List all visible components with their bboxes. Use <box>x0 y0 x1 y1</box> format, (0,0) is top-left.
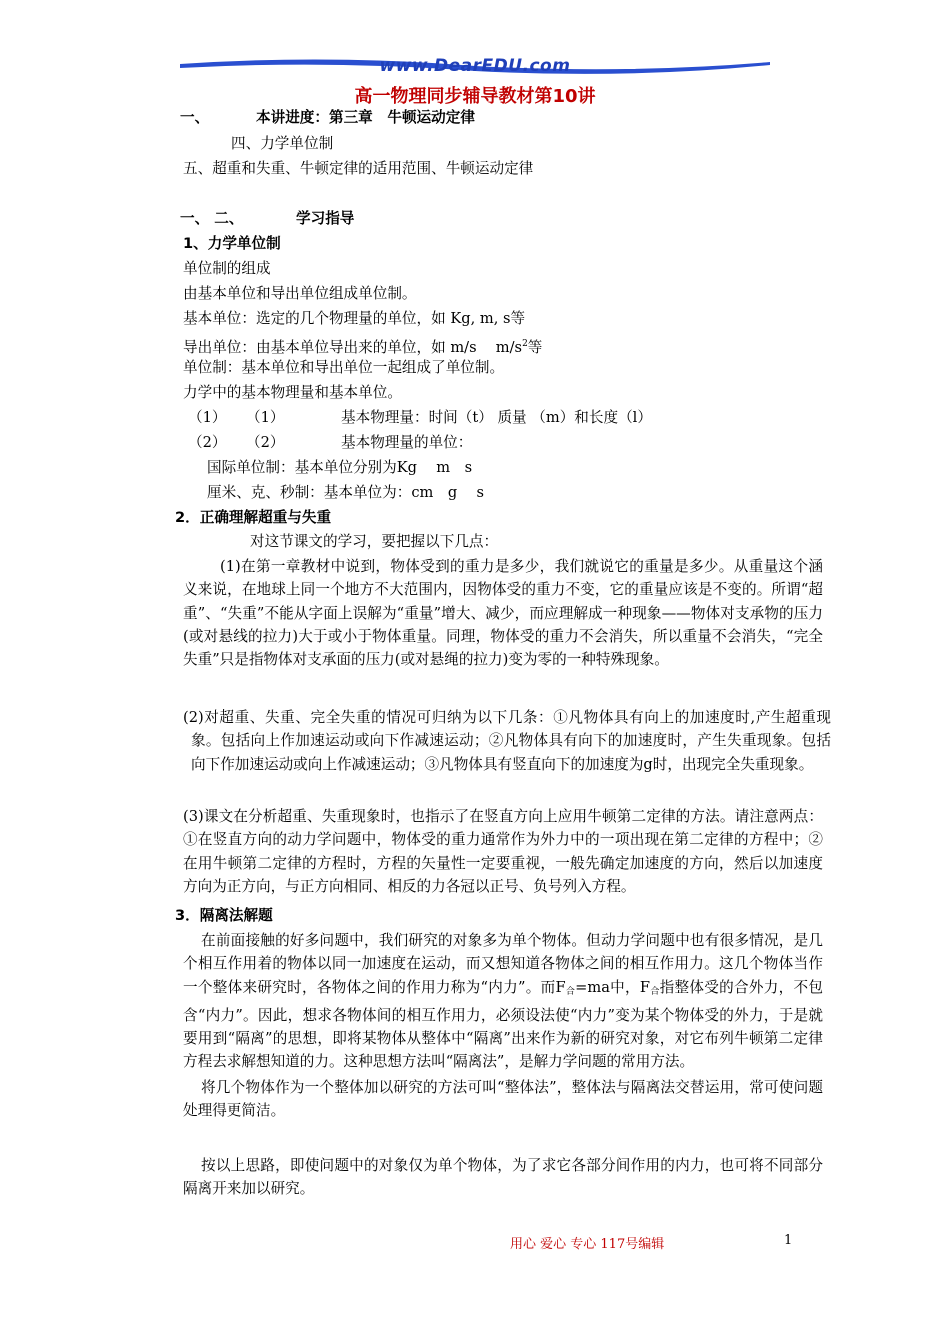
derived-units-text: 导出单位：由基本单位导出来的单位，如 m/s m/s <box>183 339 523 356</box>
document-title: 高一物理同步辅导教材第10讲 <box>354 86 596 107</box>
part-1-heading: 1、力学单位制 <box>183 235 281 252</box>
paragraph-text: =ma中，F <box>575 978 651 996</box>
part-2-intro: 对这节课文的学习，要把握以下几点： <box>250 533 499 550</box>
list-item: 厘米、克、秒制：基本单位为：cm g s <box>207 484 484 501</box>
section-1-number: 一、 <box>180 109 210 126</box>
list-marker: （2） <box>188 434 227 451</box>
section-2-number: 一、 二、 <box>180 210 244 227</box>
part-1-line: 单位制的组成 <box>183 260 271 277</box>
part-2-paragraph-2 <box>183 706 831 776</box>
part-1-line <box>183 334 542 358</box>
part-3-heading: 3．隔离法解题 <box>175 907 273 924</box>
subscript: 合 <box>650 986 660 997</box>
list-item: 基本物理量：时间（t） 质量 （m）和长度（l） <box>341 409 652 426</box>
part-1-line: 由基本单位和导出单位组成单位制。 <box>183 285 417 302</box>
section-1-item-4: 四、力学单位制 <box>231 135 334 152</box>
part-3-paragraph-1 <box>183 929 823 1074</box>
footer-text: 用心 爱心 专心 117号编辑 <box>510 1237 665 1252</box>
header-logo <box>178 52 772 80</box>
list-item: 国际单位制：基本单位分别为Kg m s <box>207 459 473 476</box>
section-1-item-5: 五、超重和失重、牛顿定律的适用范围、牛顿运动定律 <box>183 160 534 177</box>
section-1-title: 本讲进度：第三章 牛顿运动定律 <box>256 109 475 126</box>
part-2-paragraph-3: (3)课文在分析超重、失重现象时，也指示了在竖直方向上应用牛顿第二定律的方法。请注意两点：①在竖直方向的动力学问题中，物体受的重力通常作为外力中的一项出现在第二定律的方程中；②在用牛顿第二定律的方程时，方程的矢量性一定要重视，一般先确定加速度的方向，然后以加速度方向为正方向，与正方向相同、相反的力各冠以正号、负号列入方程。 <box>183 808 823 895</box>
derived-units-suffix: 等 <box>527 339 543 356</box>
part-1-line: 基本单位：选定的几个物理量的单位，如 Kg, m, s等 <box>183 310 526 327</box>
list-marker: （1） <box>188 409 227 426</box>
list-marker: （1） <box>246 409 285 426</box>
list-item: 基本物理量的单位： <box>341 434 473 451</box>
logo-text: www.DearEDU.com <box>379 56 571 76</box>
part-1-line: 力学中的基本物理量和基本单位。 <box>183 384 402 401</box>
part-2-paragraph-1: (1)在第一章教材中说到，物体受到的重力是多少，我们就说它的重量是多少。从重量这个涵义来说，在地球上同一个地方不大范围内，因物体受的重力不变，它的重量应该是不变的。所谓“超重”、“失重”不能从字面上误解为“重量”增大、减少，而应理解成一种现象——物体对支承物的压力(或对悬线的拉力)大于或小于物体重量。同理，物体受的重力不会消失，所以重量不会消失，“完全失重”只是指物体对支承面的压力(或对悬绳的拉力)变为零的一种特殊现象。 <box>183 558 823 669</box>
superscript: 2 <box>522 339 528 349</box>
page-number: 1 <box>784 1233 793 1248</box>
paragraph-text: 指整体受的合外力，不包含“内力”。因此，想求各物体间的相互作用力，必须设法使“内力”变为某个物体受的外力，于是就要用到“隔离”的思想，即将某物体从整体中“隔离”出来作为新的研究对象，对它布列牛顿第二定律方程去求解想知道的力。这种思想方法叫“隔离法”，是解力学问题的常用方法。 <box>183 978 823 1071</box>
paragraph-text: (2)对超重、失重、完全失重的情况可归纳为以下几条：①凡物体具有向上的加速度时,产生超重现象。包括向上作加速运动或向下作减速运动；②凡物体具有向下的加速度时，产生失重现象。包括向下作加速运动或向上作减速运动；③凡物体具有竖直向下的加速度为g时，出现完全失重现象。 <box>183 709 831 773</box>
paragraph-text: 在前面接触的好多问题中，我们研究的对象多为单个物体。但动力学问题中也有很多情况，是几个相互作用着的物体以同一加速度在运动，而又想知道各物体之间的相互作用力。这几个物体当作一个整体来研究时，各物体之间的作用力称为“内力”。而F <box>183 932 823 996</box>
subscript: 合 <box>565 986 576 997</box>
part-3-paragraph-3: 按以上思路，即使问题中的对象仅为单个物体，为了求它各部分间作用的内力，也可将不同部分隔离开来加以研究。 <box>183 1157 823 1198</box>
part-3-paragraph-2: 将几个物体作为一个整体加以研究的方法可叫“整体法”，整体法与隔离法交替运用，常可使问题处理得更简洁。 <box>183 1079 823 1120</box>
part-2-heading: 2．正确理解超重与失重 <box>175 509 332 526</box>
list-marker: （2） <box>246 434 285 451</box>
part-1-line: 单位制：基本单位和导出单位一起组成了单位制。 <box>183 359 505 376</box>
section-2-title: 学习指导 <box>296 210 355 227</box>
